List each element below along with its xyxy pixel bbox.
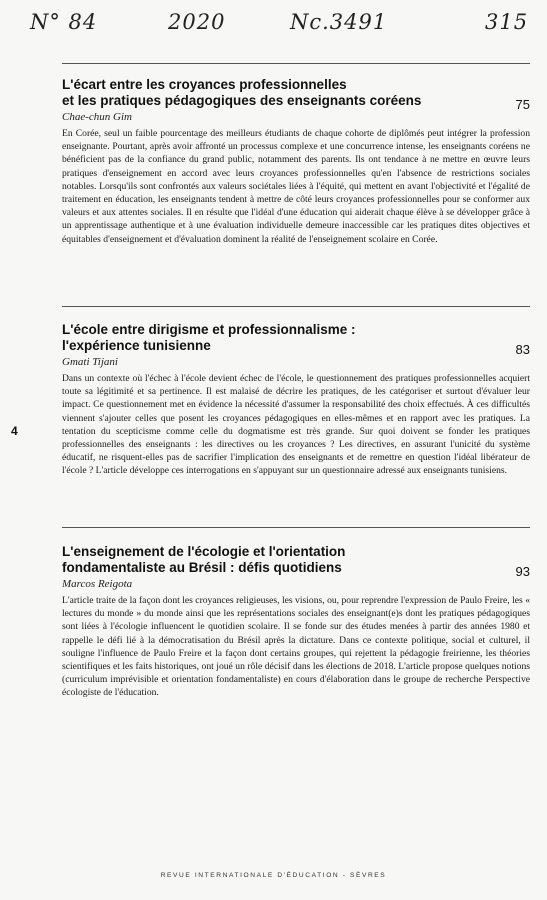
- article-entry: [62, 544, 530, 700]
- article-title-line: fondamentaliste au Brésil : défis quotidiens: [62, 560, 342, 575]
- divider-rule: [62, 527, 530, 528]
- article-title-line: L'écart entre les croyances professionnelles: [62, 77, 347, 92]
- article-abstract: Dans un contexte où l'échec à l'école devient échec de l'école, le questionnement des pratiques professionnelles acquiert toute sa légitimité et sa pertinence. Il est malaisé de décrire les pratiques, de les catégoriser et surtout d'évaluer leur impact. Ce questionnement met en évidence la nécessité d'assumer la responsabilité des choix effectués. À ces difficultés viennent s'ajouter celles que posent les croyances pédagogiques en elles-mêmes et en rapport avec les pratiques. La tentation du scepticisme comme celle du dogmatisme est très grande. Sur quoi doivent se fonder les pratiques professionnelles des enseignants : les directives ou les croyances ? Les directives, en assurant l'unicité du système éducatif, ne risquent-elles pas de sacrifier l'implication des enseignants et de remettre en question l'idéal libérateur de l'école ? L'article développe ces interrogations en s'appuyant sur un questionnaire adressé aux enseignants tunisiens.: [62, 373, 530, 477]
- article-page-number: 83: [515, 342, 530, 357]
- divider-rule: [62, 63, 530, 64]
- article-title: [62, 77, 482, 109]
- article-entry: [62, 77, 530, 246]
- handwritten-issue-number: N° 84: [30, 10, 98, 34]
- journal-footer: REVUE INTERNATIONALE D'ÉDUCATION - SÈVRES: [160, 872, 387, 879]
- article-abstract: L'article traite de la façon dont les croyances religieuses, les visions, ou, pour reprendre l'expression de Paulo Freire, les « lectures du monde » du monde ainsi que les représentations sociales des enseignant(e)s dont les pratiques pédagogiques sont liées à l'écologie influencent le quotidien scolaire. Il se fonde sur des études menées à partir des années 1980 et rappelle le défi lié à la démocratisation du Brésil après la dictature. Dans ce contexte politique, social et culturel, il souligne l'influence de Paulo Freire et la façon dont certains groupes, qui rejettent la pédagogie freirienne, les théories scientifiques et les faits historiques, ont joué un rôle décisif dans les élections de 2018. L'article propose quelques notions (curriculum imprévisible et orientation fondamentaliste) en cours d'élaboration dans le groupe de recherche Perspective écologiste de l'éducation.: [62, 595, 530, 699]
- article-author: Gmati Tijani: [62, 356, 118, 368]
- article-author: Marcos Reigota: [62, 578, 133, 590]
- article-title-line: L'école entre dirigisme et professionnalisme :: [62, 322, 356, 337]
- article-abstract: En Corée, seul un faible pourcentage des meilleurs étudiants de chaque cohorte de diplômés peut intégrer la profession enseignante. Pourtant, après avoir affronté un processus complexe et une concurrence intense, les enseignants coréens ne bénéficient pas de la confiance du grand public, notamment des parents. Ils ont tendance à ne mettre en œuvre leurs pratiques d'enseignement en accord avec leurs croyances professionnelles qu'en l'absence de restrictions sociales notables. Lorsqu'ils sont confrontés aux valeurs sociétales liées à l'équité, qui mettent en avant l'objectivité et l'égalité de traitement en éducation, les enseignants tendent à mettre de côté leurs croyances professionnelles pour se conformer aux valeurs et aux attentes sociales. Il en résulte que l'idéal d'une éducation qui aiderait chaque élève à se développer grâce à un apprentissage authentique et à une évaluation individuelle demeure inaccessible car les pratiques dites objectives et équitables d'enseignement et d'évaluation dominent la réalité de l'enseignement scolaire en Corée.: [62, 128, 530, 245]
- handwritten-reference: Nc.3491: [290, 10, 388, 34]
- article-entry: [62, 322, 530, 478]
- handwritten-year: 2020: [168, 10, 226, 34]
- article-title-line: et les pratiques pédagogiques des enseignants coréens: [62, 93, 422, 108]
- article-author: Chae-chun Gim: [62, 111, 132, 123]
- article-page-number: 75: [515, 97, 530, 112]
- article-title: [62, 322, 482, 354]
- divider-rule: [62, 306, 530, 307]
- handwritten-page-count: 315: [485, 10, 529, 34]
- margin-page-number: 4: [11, 424, 18, 438]
- article-page-number: 93: [515, 564, 530, 579]
- article-title-line: L'enseignement de l'écologie et l'orientation: [62, 544, 346, 559]
- article-title-line: l'expérience tunisienne: [62, 338, 211, 353]
- article-title: [62, 544, 482, 576]
